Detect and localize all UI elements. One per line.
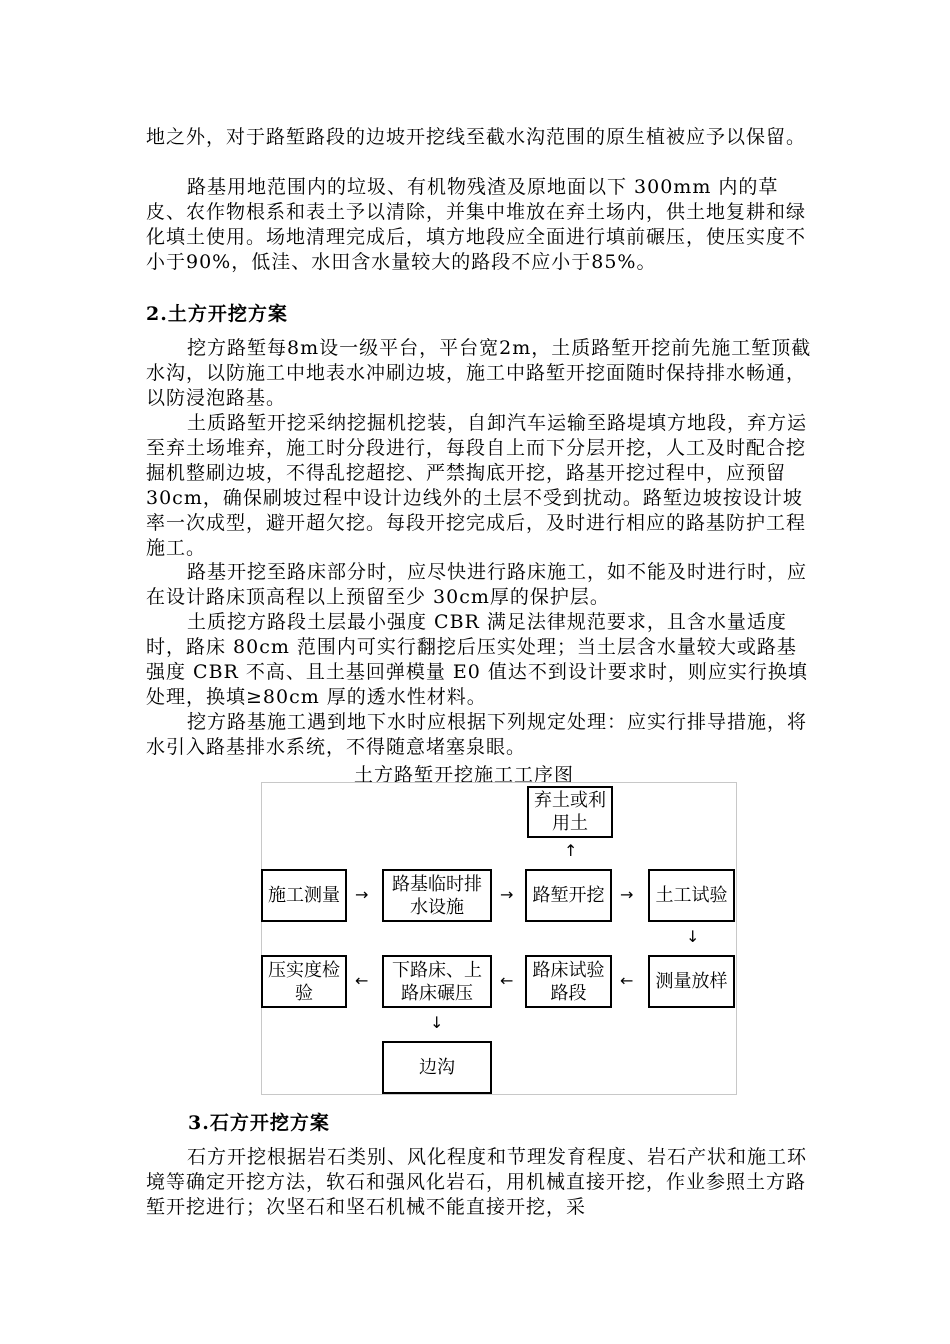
arrow-down-icon: ↓ [430,1013,444,1032]
box-construction-survey [261,869,347,922]
process-flow-diagram [261,782,737,1095]
paragraph-cbr-treatment: 土质挖方路段土层最小强度 CBR 满足法律规范要求，且含水量适度时，路床 80cm 范围内可实行翻挖后压实处理；当土层含水量较大或路基强度 CBR 不高、且土基回弹模量 E0 值达不到设计要求时，则应实行换填处理，换填≥80cm 厚的透水性材料。 [146,611,808,708]
box-stakeout-label: 测量放样 [655,971,728,992]
paragraph-subgrade-protection: 路基开挖至路床部分时，应尽快进行路床施工，如不能及时进行时，应在设计路床顶高程以上预留至少 30cm厚的保护层。 [146,561,808,608]
box-cut-label: 路堑开挖 [532,885,605,906]
paragraph-groundwater: 挖方路基施工遇到地下水时应根据下列规定处理：应实行排导措施，将水引入路基排水系统，不得随意堵塞泉眼。 [146,711,808,758]
box-compaction-check [261,955,347,1008]
arrow-down-icon: ↓ [686,927,700,946]
box-survey-stakeout [648,955,735,1008]
arrow-left-icon: ← [355,971,369,990]
box-roll-line2: 路床碾压 [401,982,473,1004]
box-trial-section [525,955,612,1008]
box-compact-line1: 压实度检 [268,959,340,981]
arrow-right-icon: → [620,885,634,904]
paragraph-rock-excavation: 石方开挖根据岩石类别、风化程度和节理发育程度、岩石产状和施工环境等确定开挖方法，软石和强风化岩石，用机械直接开挖，作业参照土方路堑开挖进行；次坚石和坚石机械不能直接开挖，采 [146,1146,808,1218]
box-trial-line2: 路段 [550,982,587,1004]
box-spoil-line2: 用土 [552,813,588,834]
arrow-right-icon: → [355,885,369,904]
box-soil-test [648,869,735,922]
paragraph-excavation-method: 土质路堑开挖采纳挖掘机挖装，自卸汽车运输至路堤填方地段，弃方运至弃土场堆弃，施工时分段进行，每段自上而下分层开挖，人工及时配合挖掘机整刷边坡，不得乱挖超挖、严禁掏底开挖，路基开挖过程中，应预留 30cm，确保刷坡过程中设计边线外的土层不受到扰动。路堑边坡按设计坡率一次成型，避开超欠挖。每段开挖完成后，及时进行相应的路基防护工程施工。 [146,412,808,559]
box-trial-line1: 路床试验 [532,959,605,981]
box-side-ditch [382,1041,492,1094]
diagram-caption: 土方路堑开挖施工工序图 [354,764,575,786]
heading-rockwork: 3.石方开挖方案 [188,1112,330,1134]
box-drain-line2: 水设施 [410,896,464,918]
box-temporary-drainage [382,869,492,922]
paragraph-site-clearing-end: 地之外，对于路堑路段的边坡开挖线至截水沟范围的原生植被应予以保留。 [146,126,807,148]
arrow-left-icon: ← [500,971,514,990]
box-soil-test-label: 土工试验 [655,885,728,906]
arrow-left-icon: ← [620,971,634,990]
box-spoil-line1: 弃土或利 [534,790,606,811]
box-spoil-or-reuse [527,786,613,838]
box-cut-excavation [525,869,612,922]
paragraph-cut-platform: 挖方路堑每8m设一级平台，平台宽2m，土质路堑开挖前先施工堑顶截水沟，以防施工中地表水冲刷边坡，施工中路堑开挖面随时保持排水畅通，以防浸泡路基。 [146,337,812,409]
heading-earthwork: 2.土方开挖方案 [146,303,288,325]
arrow-right-icon: → [500,885,514,904]
arrow-up-icon: ↑ [564,841,578,860]
box-subgrade-rolling [382,955,492,1008]
box-roll-line1: 下路床、上 [392,959,482,981]
box-ditch-label: 边沟 [419,1057,455,1078]
paragraph-ground-clearing: 路基用地范围内的垃圾、有机物残渣及原地面以下 300mm 内的草皮、农作物根系和表土予以清除，并集中堆放在弃土场内，供土地复耕和绿化填土使用。场地清理完成后，填方地段应全面进行填前碾压，使压实度不小于90%，低洼、水田含水量较大的路段不应小于85%。 [146,176,807,273]
box-survey-label: 施工测量 [268,885,340,906]
box-compact-line2: 验 [295,982,313,1004]
box-drain-line1: 路基临时排 [392,873,482,895]
